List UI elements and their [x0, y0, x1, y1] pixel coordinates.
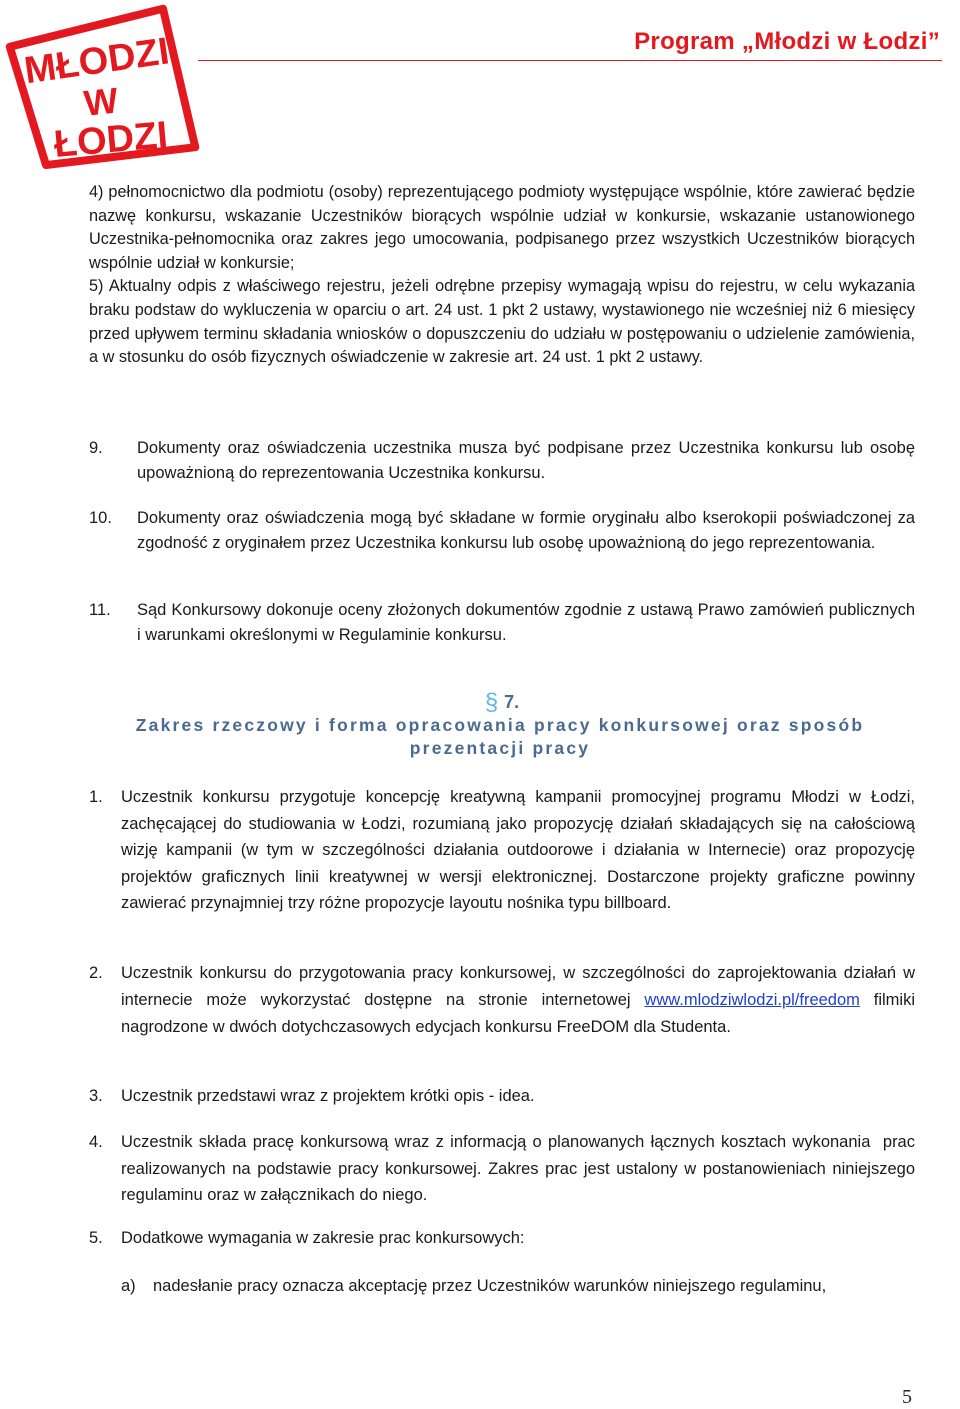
item-number: 2. — [89, 964, 103, 982]
intro-paragraph-5: 5) Aktualny odpis z właściwego rejestru, jeżeli odrębne przepisy wymagają wpisu do rejestru, w celu wykazania braku podstaw do wykluczenia w oparciu o art. 24 ust. 1 pkt 2 ustawy, wystawionego nie wcześniej niż 6 miesięcy przed upływem terminu składania wniosków o dopuszczeniu do udziału w postępowaniu o udzielenie zamówienia, a w stosunku do osób fizycznych oświadczenie w zakresie art. 24 ust. 1 pkt 2 ustawy. — [89, 277, 915, 367]
section-item-2 — [89, 960, 915, 1041]
section-item-4 — [89, 1129, 915, 1209]
item-text: Sąd Konkursowy dokonuje oceny złożonych dokumentów zgodnie z ustawą Prawo zamówień publicznych i warunkami określonymi w Regulaminie konkursu. — [137, 601, 915, 644]
item-number: 10. — [89, 509, 112, 527]
item-text: Uczestnik konkursu przygotuje koncepcję kreatywną kampanii promocyjnej programu Młodzi w Łodzi, zachęcającej do studiowania w Łodzi, rozumianą jako propozycję działań składających się na całościową wizję kampanii (w tym w szczególności działania outdoorowe i działania w Internecie) oraz propozycję projektów graficznych linii kreatywnej w wersji elektronicznej. Dostarczone projekty graficzne powinny zawierać przynajmniej trzy różne propozycje layoutu nośnika typu billboard. — [121, 788, 915, 912]
sub-item-a — [89, 1273, 915, 1300]
item-number: 9. — [89, 439, 103, 457]
intro-block — [89, 181, 915, 370]
numbered-list-11 — [89, 598, 915, 647]
item-text: Dokumenty oraz oświadczenia mogą być składane w formie oryginału albo kserokopii poświadczonej za zgodność z oryginałem przez Uczestnika konkursu lub osobę upoważnioną do jego reprezentowania. — [137, 509, 915, 552]
mlodzi-w-lodzi-logo — [2, 2, 202, 170]
header-divider — [198, 60, 942, 61]
item-text-after: filmiki nagrodzone w dwóch dotychczasowych edycjach konkursu FreeDOM dla Studenta. — [121, 991, 915, 1036]
section-items — [89, 784, 915, 917]
intro-paragraph-4: 4) pełnomocnictwo dla podmiotu (osoby) reprezentującego podmioty występujące wspólnie, które zawierać będzie nazwę konkursu, wskazanie Uczestników biorących wspólnie udział w konkursie, wskazanie ustanowionego Uczestnika-pełnomocnika oraz zakres jego umocowania, podpisanego przez wszystkich Uczestników biorących wspólnie udział w konkursie; — [89, 183, 915, 272]
logo-line-1: MŁODZI — [21, 30, 172, 93]
section-item-3 — [89, 1084, 915, 1109]
item-number: a) — [121, 1277, 136, 1295]
list-item — [89, 784, 915, 917]
item-text: Uczestnik składa pracę konkursową wraz z informacją o planowanych łącznych kosztach wykonania prac realizowanych na podstawie pracy konkursowej. Zakres prac jest ustalony w postanowieniach niniejszego regulaminu oraz w załącznikach do niego. — [121, 1133, 915, 1204]
list-item — [89, 598, 915, 647]
list-item — [89, 960, 915, 1041]
list-item — [89, 1129, 915, 1209]
section-number-text: 7. — [504, 692, 520, 712]
list-item — [89, 1084, 915, 1109]
list-item — [89, 506, 915, 555]
section-title: Zakres rzeczowy i forma opracowania pracy konkursowej oraz sposób prezentacji pracy — [135, 715, 865, 758]
item-text: nadesłanie pracy oznacza akceptację przez Uczestników warunków niniejszego regulaminu, — [153, 1277, 827, 1295]
logo-line-3: ŁODZI — [52, 114, 170, 166]
logo-line-2: W — [81, 79, 120, 124]
numbered-list-10 — [89, 506, 915, 555]
item-text: Uczestnik przedstawi wraz z projektem krótki opis - idea. — [121, 1087, 535, 1105]
freedom-link[interactable]: www.mlodziwlodzi.pl/freedom — [644, 991, 860, 1009]
item-number: 3. — [89, 1087, 103, 1105]
header-title: Program „Młodzi w Łodzi” — [634, 28, 940, 55]
list-item — [89, 436, 915, 485]
item-number: 5. — [89, 1229, 103, 1247]
item-text: Dokumenty oraz oświadczenia uczestnika musza być podpisane przez Uczestnika konkursu lub osobę upoważnioną do reprezentowania Uczestnika konkursu. — [137, 439, 915, 482]
list-item — [89, 1226, 915, 1251]
item-number: 1. — [89, 788, 103, 806]
item-number: 11. — [89, 601, 111, 619]
numbered-list — [89, 436, 915, 485]
item-text — [121, 960, 915, 1041]
page-number: 5 — [902, 1386, 912, 1408]
list-item — [89, 1273, 915, 1300]
section-sign-icon: § — [484, 689, 499, 716]
section-item-5 — [89, 1226, 915, 1251]
item-text: Dodatkowe wymagania w zakresie prac konkursowych: — [121, 1229, 525, 1247]
item-number: 4. — [89, 1133, 103, 1151]
section-number — [89, 689, 915, 717]
item-text-before: Uczestnik konkursu do przygotowania pracy konkursowej, w szczególności do zaprojektowania działań w internecie może wykorzystać dostępne na stronie internetowej — [121, 964, 915, 1009]
